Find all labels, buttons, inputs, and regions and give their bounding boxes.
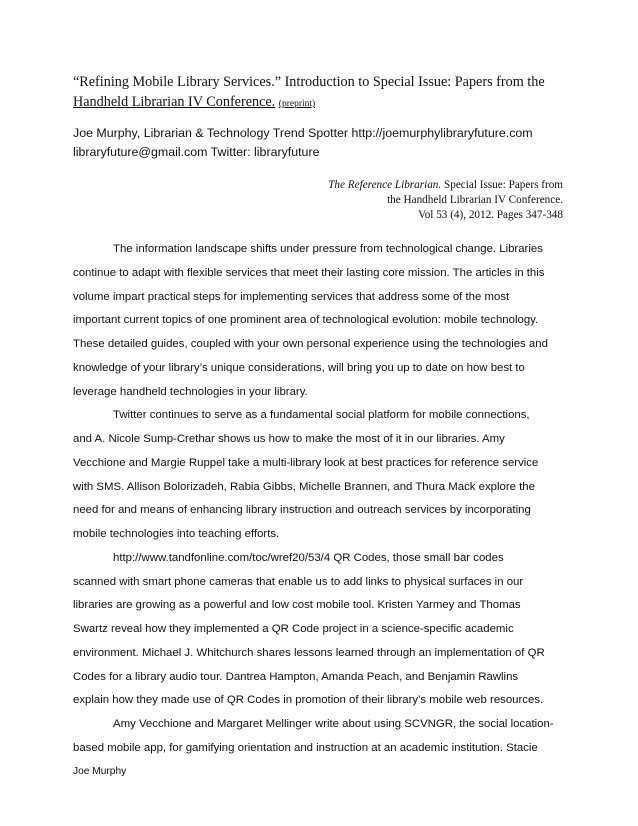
body-line: Vecchione and Margie Ruppel take a multi-library look at best practices for reference service	[73, 456, 539, 469]
body-line: explain how they made use of QR Codes in promotion of their library’s mobile web resources.	[73, 694, 544, 707]
citation-line-2: the Handheld Librarian IV Conference.	[387, 194, 563, 206]
body-line-link: http://www.tandfonline.com/toc/wref20/53/4 QR Codes, those small bar codes	[113, 551, 504, 564]
body-line: continue to adapt with flexible services that meet their lasting core mission. The articles in this	[73, 266, 545, 279]
body-line: environment. Michael J. Whitchurch shares lessons learned through an implementation of QR	[73, 646, 545, 659]
article-title	[73, 72, 573, 114]
citation-line-3: Vol 53 (4), 2012. Pages 347-348	[418, 209, 563, 221]
body-line: volume impart practical steps for implementing services that address some of the most	[73, 290, 510, 303]
body-line: and A. Nicole Sump-Crethar shows us how to make the most of it in our libraries. Amy	[73, 433, 505, 445]
title-line-1: “Refining Mobile Library Services.” Introduction to Special Issue: Papers from the	[73, 74, 545, 90]
body-line: important current topics of one prominent area of technological evolution: mobile technology.	[73, 314, 539, 327]
author-line-2: libraryfuture@gmail.com Twitter: libraryfuture	[73, 145, 320, 159]
body-line: leverage handheld technologies in your library.	[73, 385, 308, 398]
citation-line-1	[263, 178, 563, 193]
citation-block	[263, 178, 563, 223]
body-line: These detailed guides, coupled with your own personal experience using the technologies and	[73, 338, 548, 350]
body-text	[73, 238, 573, 761]
body-line: The information landscape shifts under pressure from technological change. Libraries	[113, 243, 543, 255]
body-line: knowledge of your library’s unique considerations, will bring you up to date on how best to	[73, 361, 525, 374]
author-info	[73, 124, 573, 162]
body-line: Codes for a library audio tour. Dantrea Hampton, Amanda Peach, and Benjamin Rawlins	[73, 670, 519, 683]
page-footer: Joe Murphy	[73, 766, 127, 777]
body-line: scanned with smart phone cameras that enable us to add links to physical surfaces in our	[73, 575, 524, 588]
title-line-2-text: Handheld Librarian IV Conference.	[73, 94, 276, 110]
body-line: Amy Vecchione and Margaret Mellinger write about using SCVNGR, the social location-	[113, 718, 554, 730]
body-line: libraries are growing as a powerful and low cost mobile tool. Kristen Yarmey and Thomas	[73, 599, 521, 612]
body-line: Twitter continues to serve as a fundamental social platform for mobile connections,	[113, 409, 530, 422]
journal-name: The Reference Librarian.	[328, 179, 442, 191]
author-line-1: Joe Murphy, Librarian & Technology Trend Spotter http://joemurphylibraryfuture.com	[73, 126, 533, 140]
body-line: mobile technologies into teaching efforts.	[73, 528, 280, 540]
citation-line-1-rest: Special Issue: Papers from	[441, 179, 563, 191]
body-line: with SMS. Allison Bolorizadeh, Rabia Gibbs, Michelle Brannen, and Thura Mack explore the	[73, 480, 535, 493]
title-line-2	[73, 92, 573, 114]
preprint-label: (preprint)	[278, 99, 316, 109]
body-line: based mobile app, for gamifying orientation and instruction at an academic institution. Stacie	[73, 741, 538, 754]
body-line: Swartz reveal how they implemented a QR Code project in a science-specific academic	[73, 623, 514, 635]
body-line: need for and means of enhancing library instruction and outreach services by incorporating	[73, 504, 531, 517]
